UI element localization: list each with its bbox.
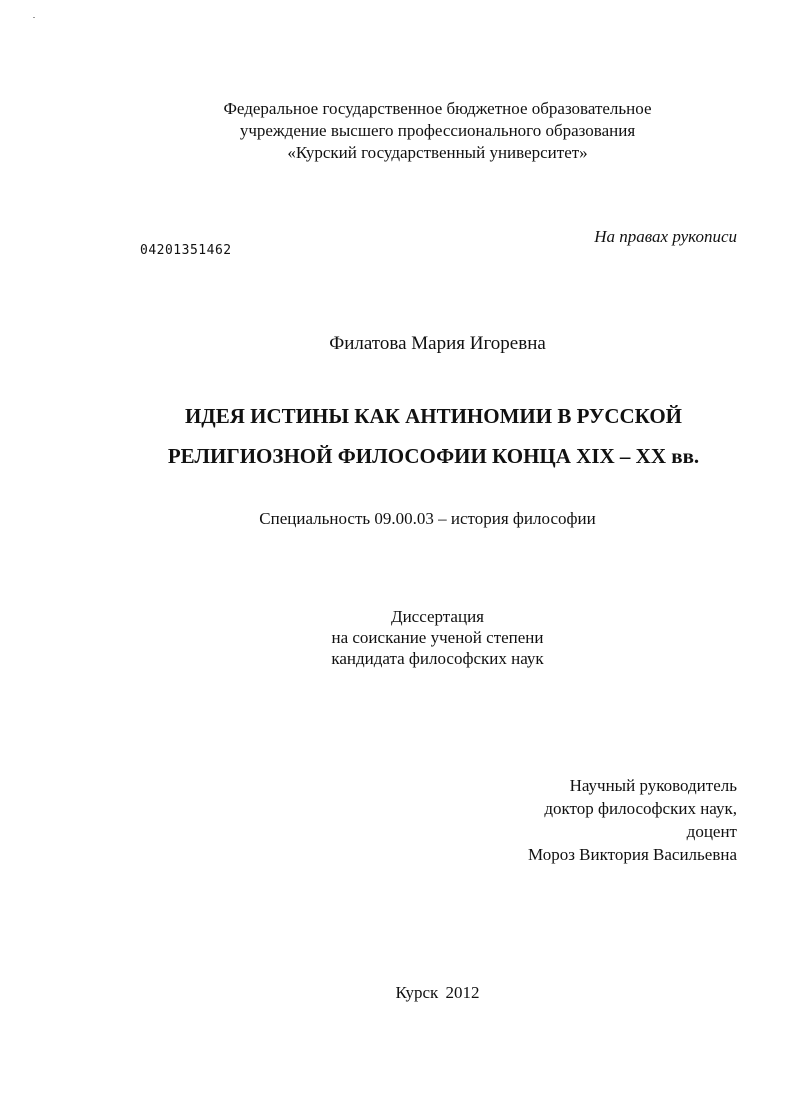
author-name: Филатова Мария Игоревна: [329, 333, 546, 354]
institution-header: [40, 98, 795, 164]
supervisor-line-1: Научный руководитель: [569, 776, 737, 795]
supervisor-line-3: доцент: [686, 822, 737, 841]
institution-line-3: «Курский государственный университет»: [287, 143, 588, 162]
scan-speck: [33, 17, 35, 18]
title-line-2: РЕЛИГИОЗНОЙ ФИЛОСОФИИ КОНЦА XIX – XX вв.: [167, 444, 700, 468]
institution-line-2: учреждение высшего профессионального образования: [239, 121, 636, 140]
institution-line-1: Федеральное государственное бюджетное образовательное: [223, 99, 652, 118]
scientific-supervisor: [528, 774, 737, 866]
manuscript-rights-note: На правах рукописи: [594, 227, 737, 246]
dissertation-title: [36, 396, 795, 476]
degree-line-1: Диссертация: [390, 607, 484, 626]
degree-line-2: на соискание ученой степени: [331, 628, 544, 647]
catalog-number: 04201351462: [140, 243, 232, 258]
degree-statement: [40, 606, 795, 669]
supervisor-line-2: доктор философских наук,: [544, 799, 737, 818]
supervisor-line-4: Мороз Виктория Васильевна: [528, 845, 737, 864]
specialty: Специальность 09.00.03 – история философии: [259, 509, 596, 528]
title-line-1: ИДЕЯ ИСТИНЫ КАК АНТИНОМИИ В РУССКОЙ: [184, 404, 683, 428]
degree-line-3: кандидата философских наук: [331, 649, 544, 668]
city-year: Курск 2012: [395, 983, 480, 1002]
